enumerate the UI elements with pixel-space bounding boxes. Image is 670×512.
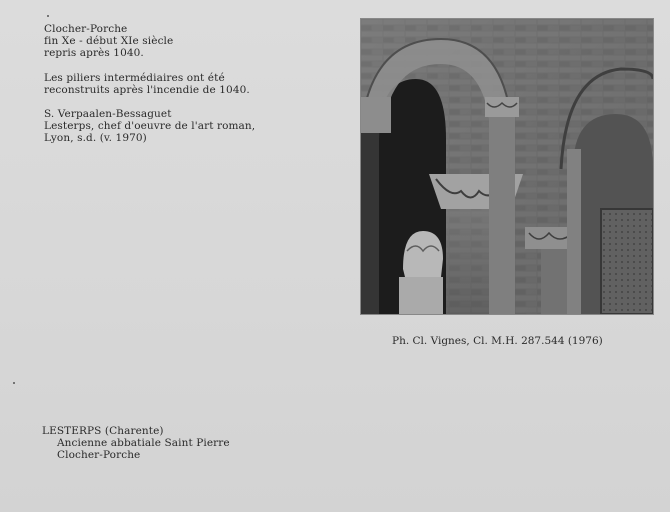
margin-mark bbox=[47, 15, 49, 17]
location-label: LESTERPS (Charente) bbox=[42, 425, 164, 437]
note-pillars: Les piliers intermédiaires ont été bbox=[44, 72, 225, 84]
note-date: fin Xe - début XIe siècle bbox=[44, 35, 174, 47]
note-reconstruction: reconstruits après l'incendie de 1040. bbox=[44, 84, 250, 96]
note-publication: Lyon, s.d. (v. 1970) bbox=[44, 132, 147, 144]
building-name: Ancienne abbatiale Saint Pierre bbox=[57, 437, 230, 449]
margin-mark bbox=[13, 382, 15, 384]
note-author: S. Verpaalen-Bessaguet bbox=[44, 108, 172, 120]
photo-credit: Ph. Cl. Vignes, Cl. M.H. 287.544 (1976) bbox=[392, 335, 603, 347]
architecture-photo bbox=[361, 19, 653, 314]
note-repair: repris après 1040. bbox=[44, 47, 144, 59]
note-title: Clocher-Porche bbox=[44, 23, 128, 35]
building-part: Clocher-Porche bbox=[57, 449, 141, 461]
note-book-title: Lesterps, chef d'oeuvre de l'art roman, bbox=[44, 120, 256, 132]
